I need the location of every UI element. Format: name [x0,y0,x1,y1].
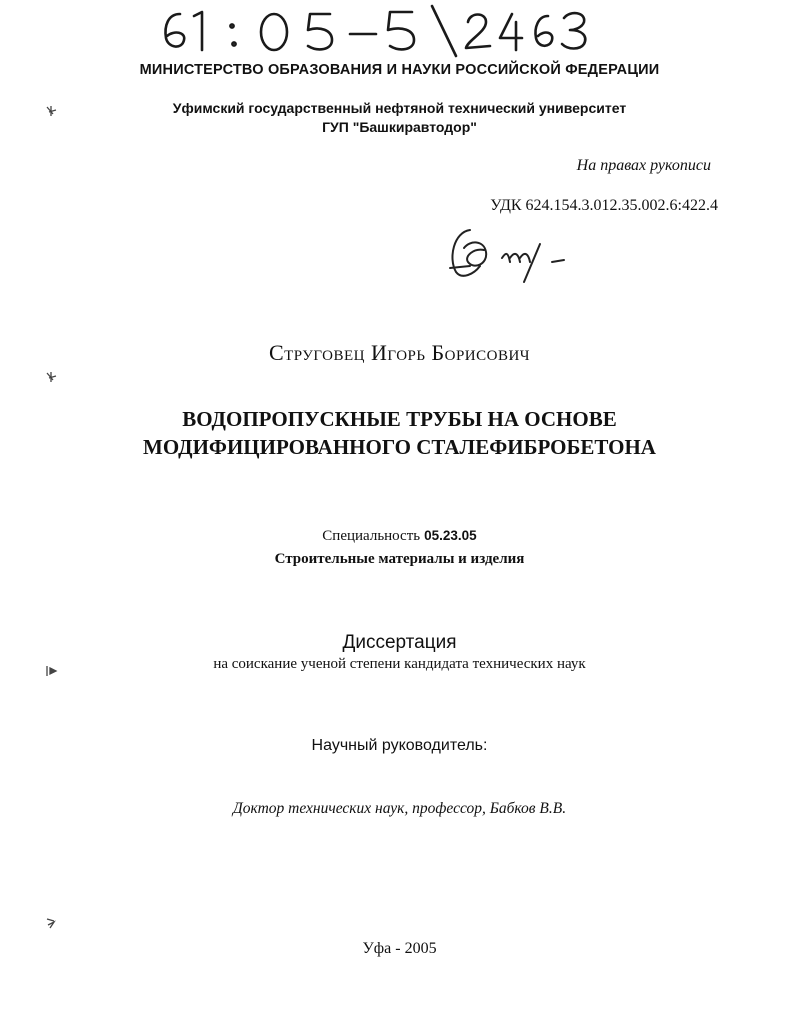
author-name: Струговец Игорь Борисович [268,340,531,365]
specialty-row [0,528,799,545]
advisor-label: Научный руководитель: [311,737,488,754]
specialty-label: Специальность [322,528,421,544]
scan-mark [44,104,58,118]
handwritten-archive-number [150,0,610,60]
city-year: Уфа - 2005 [362,940,437,957]
dissertation-title-line-2: МОДИФИЦИРОВАННОГО СТАЛЕФИБРОБЕТОНА [143,435,656,459]
manuscript-rights: На правах рукописи [576,157,711,174]
degree-line: на соискание ученой степени кандидата технических наук [213,656,586,672]
scan-mark [44,916,58,930]
udc-code: УДК 624.154.3.012.35.002.6:422.4 [490,197,718,214]
specialty-code: 05.23.05 [424,528,477,543]
ministry-name: МИНИСТЕРСТВО ОБРАЗОВАНИЯ И НАУКИ РОССИЙСКОЙ ФЕДЕРАЦИИ [139,62,660,78]
specialty-name: Строительные материалы и изделия [274,551,525,567]
advisor-name: Доктор технических наук, профессор, Бабков В.В. [232,800,567,817]
scan-mark [44,664,58,678]
document-type: Диссертация [342,632,457,653]
dissertation-title-line-1: ВОДОПРОПУСКНЫЕ ТРУБЫ НА ОСНОВЕ [182,407,617,431]
scan-mark [44,370,58,384]
handwritten-signature [440,218,590,288]
university-name: Уфимский государственный нефтяной технический университет [172,100,627,116]
company-name: ГУП "Башкиравтодор" [322,119,477,135]
